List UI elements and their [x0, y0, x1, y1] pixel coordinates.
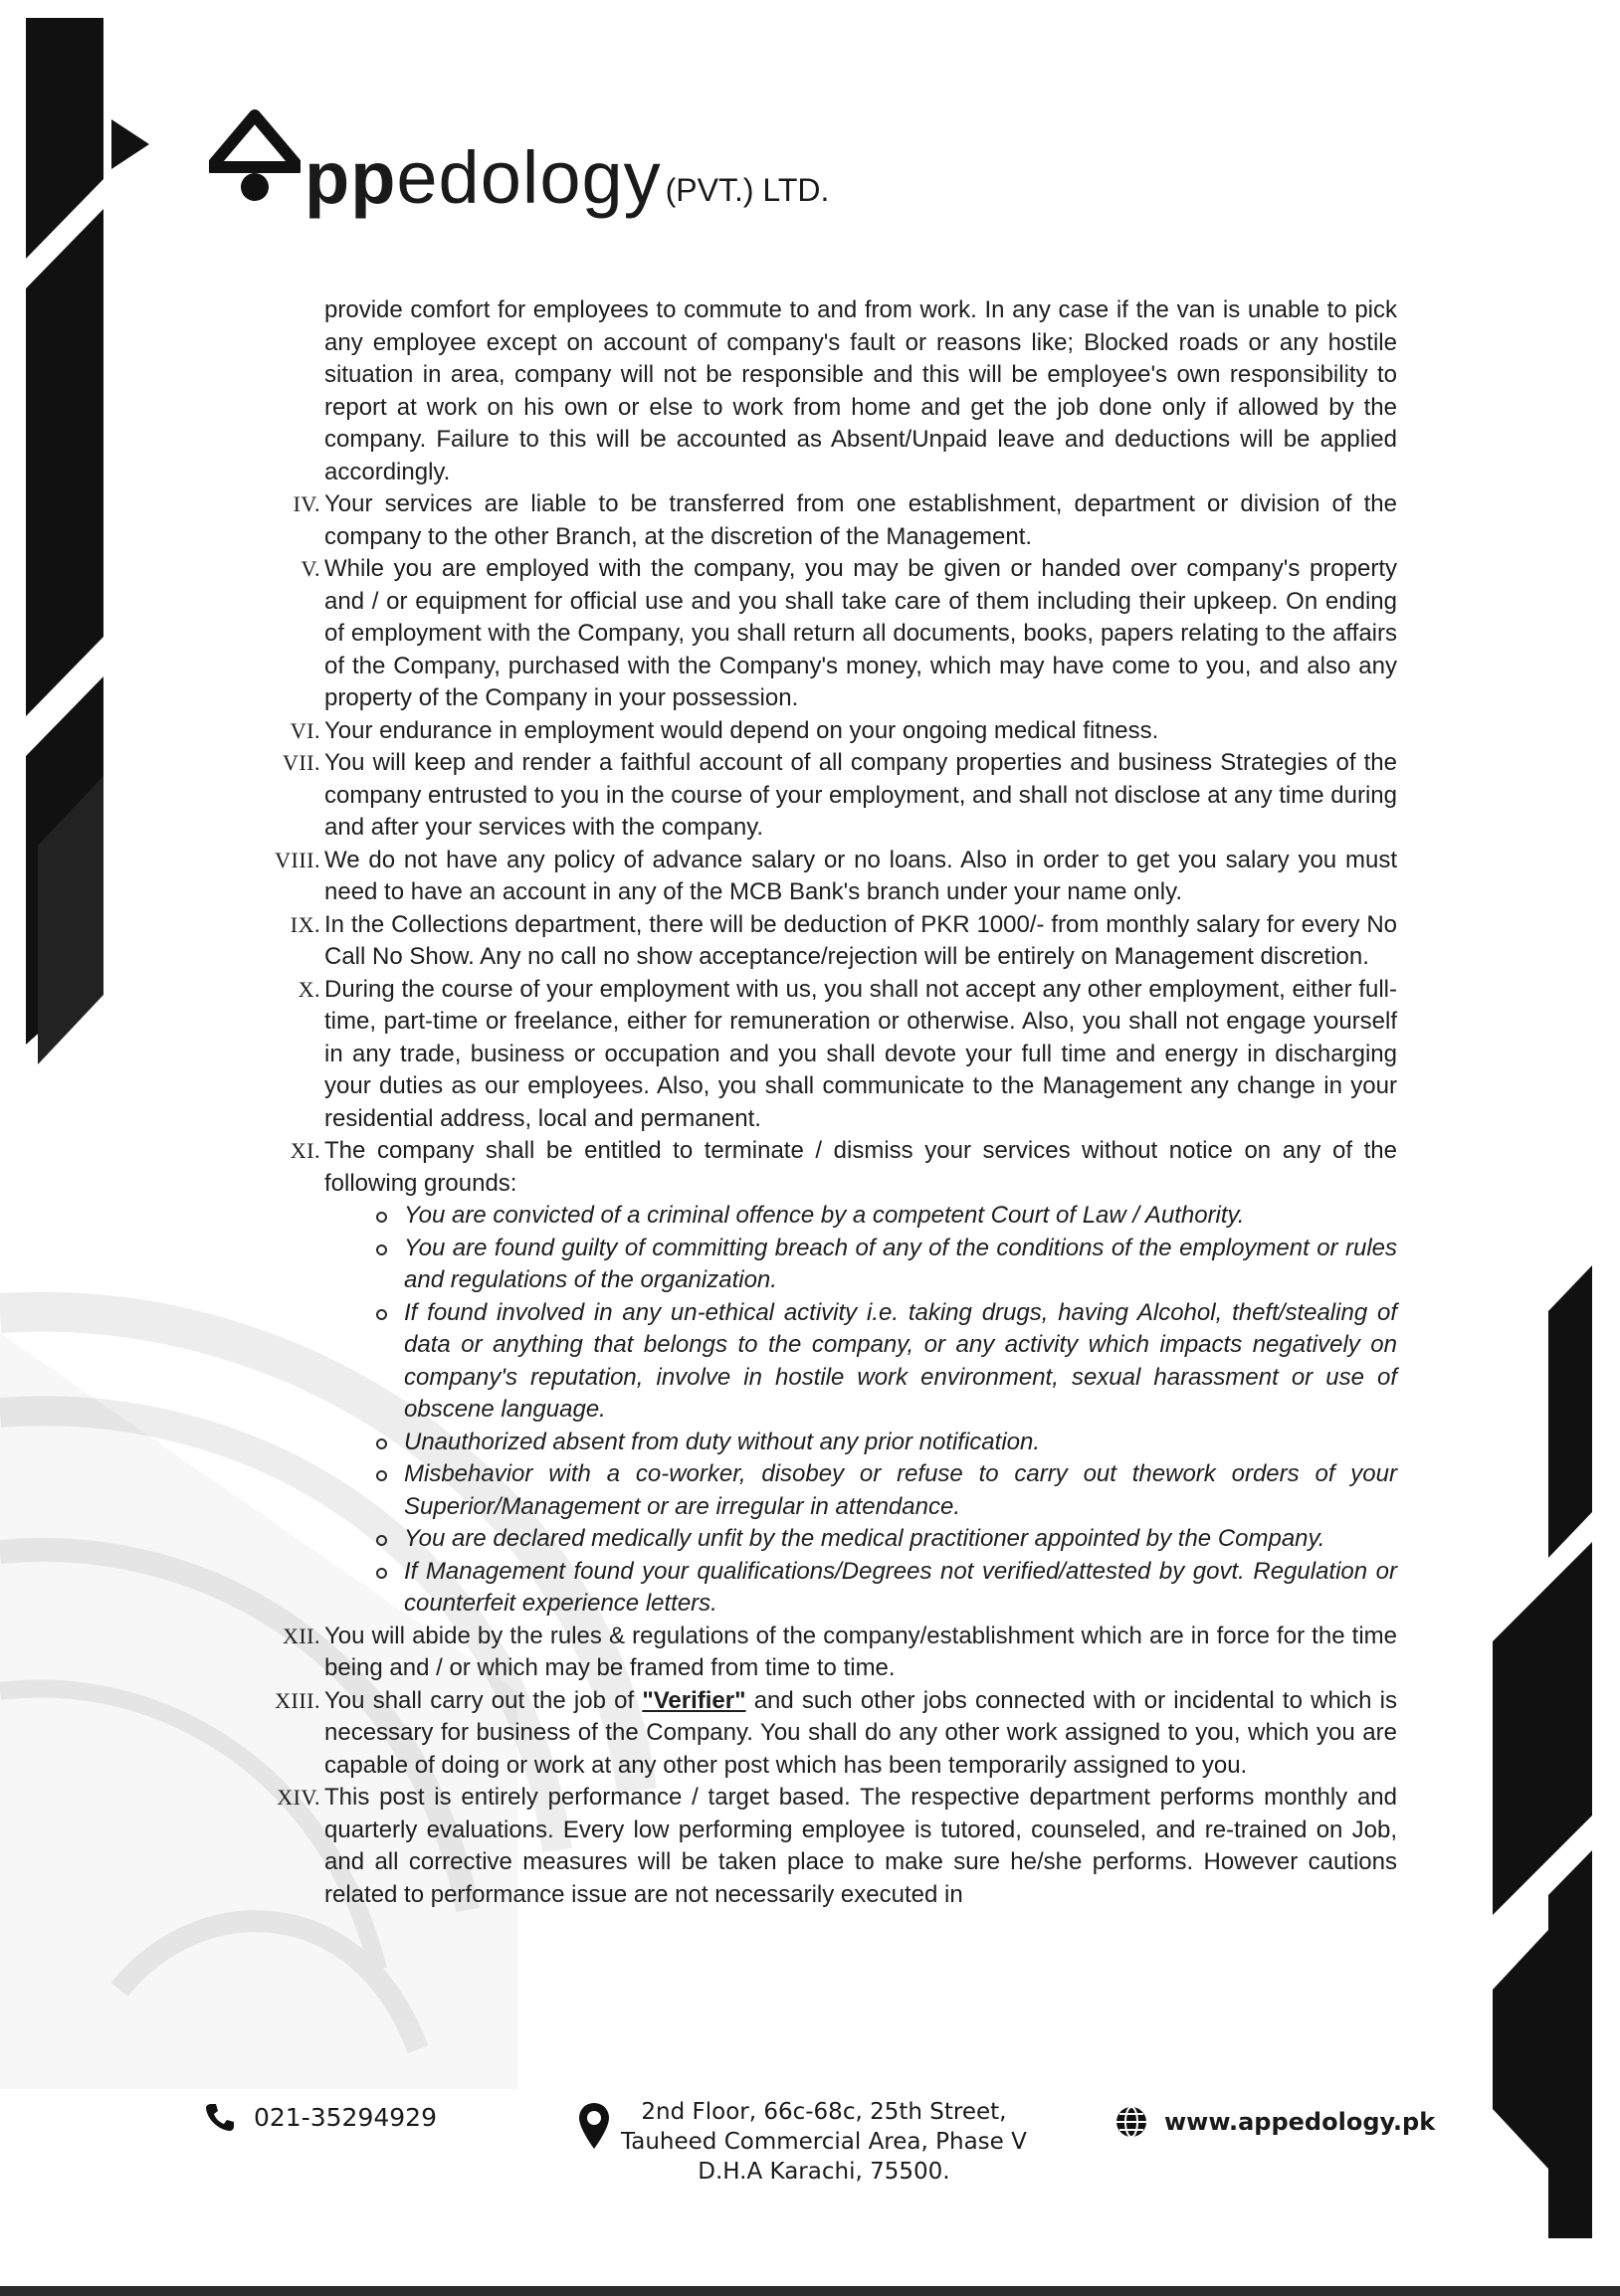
clause-text: During the course of your employment with us, you shall not accept any other employment, either full-time, part-time or freelance, either for remuneration or otherwise. Also, you shall not engage yourself in any trade, business or occupation and you shall devote your full time and energy in discharging your duties as our employees. Also, you shall communicate to the Management any change in your residential address, local and permanent. [324, 975, 1397, 1132]
clause-vi [275, 715, 1397, 748]
ground-text: If Management found your qualifications/Degrees not verified/attested by govt. Regulation or counterfeit experience letters. [404, 1557, 1397, 1617]
clause-vii [275, 747, 1397, 845]
clause-xii [275, 1621, 1397, 1685]
clause-text: Your services are liable to be transferred from one establishment, department or division of the company to the other Branch, at the discretion of the Management. [324, 490, 1397, 550]
clause-text-before: You shall carry out the job of [324, 1686, 643, 1714]
clause-number: XIV. [277, 1785, 320, 1810]
logo-main: pp [304, 136, 397, 219]
list-item [404, 1556, 1397, 1621]
clause-number: IV. [293, 491, 320, 516]
address-line-2: Tauheed Commercial Area, Phase V [621, 2129, 1027, 2155]
clause-number: IX. [290, 911, 320, 937]
clause-number: XII. [282, 1623, 320, 1648]
ground-text: You are convicted of a criminal offence by a competent Court of Law / Authority. [404, 1202, 1245, 1229]
ground-text: You are declared medically unfit by the medical practitioner appointed by the Company. [404, 1525, 1325, 1552]
clause-number: XIII. [275, 1687, 320, 1713]
bullet-icon [376, 1568, 387, 1579]
footer-website [1114, 2105, 1435, 2139]
list-item [404, 1200, 1397, 1233]
clause-number: VIII. [275, 847, 320, 872]
address-text [621, 2097, 1027, 2187]
ground-text: Misbehavior with a co-worker, disobey or refuse to carry out thework orders of your Superior/Management or are irregular in attendance. [404, 1460, 1397, 1520]
logo-wordmark [304, 136, 662, 219]
clause-iv [275, 488, 1397, 553]
clause-text: In the Collections department, there will be deduction of PKR 1000/- from monthly salary for every No Call No Show. Any no call no show acceptance/rejection will be entirely on Management discretion. [324, 910, 1397, 970]
address-line-1: 2nd Floor, 66c-68c, 25th Street, [641, 2099, 1007, 2125]
address-line-3: D.H.A Karachi, 75500. [698, 2159, 950, 2185]
termination-grounds-list [275, 1200, 1397, 1621]
bullet-icon [376, 1535, 387, 1546]
logo-mark-icon [209, 107, 301, 207]
ground-text: You are found guilty of committing breach of any of the conditions of the employment or rules and regulations of the organization. [404, 1234, 1397, 1293]
list-item [404, 1427, 1397, 1459]
clause-text: While you are employed with the company, you may be given or handed over company's property and / or equipment for official use and you shall take care of them including their upkeep. On ending of employment with the Company, you shall return all documents, books, papers relating to the affairs of the Company, purchased with the Company's money, which may have come to you, and also any property of the Company in your possession. [324, 555, 1397, 711]
clause-text-after: and such other jobs connected with or incidental to which is necessary for business of the Company. You shall do any other work assigned to you, which you are capable of doing or work at any other post which has been temporarily assigned to you. [324, 1686, 1398, 1779]
bullet-icon [376, 1438, 387, 1449]
clause-text: Your endurance in employment would depend on your ongoing medical fitness. [324, 716, 1159, 744]
clause-number: VII. [282, 750, 320, 775]
bullet-icon [376, 1244, 387, 1255]
clause-xi [275, 1135, 1397, 1200]
location-pin-icon [577, 2101, 611, 2151]
list-item [404, 1297, 1397, 1427]
clause-xiii [275, 1685, 1397, 1783]
ground-text: If found involved in any un-ethical activity i.e. taking drugs, having Alcohol, theft/stealing of data or anything that belongs to the company, or any activity which impacts negatively on company's reputation, involve in hostile work environment, sexual harassment or use of obscene language. [404, 1298, 1397, 1423]
clause-text: This post is entirely performance / target based. The respective department performs monthly and quarterly evaluations. Every low performing employee is tutored, counseled, and re-trained on Job, and all corrective measures will be taken place to make sure he/she performs. However cautions related to performance issue are not necessarily executed in [324, 1784, 1397, 1908]
job-title: "Verifier" [642, 1686, 746, 1714]
clause-text: You will keep and render a faithful account of all company properties and business Strategies of the company entrusted to you in the course of your employment, and shall not disclose at any time during and after your services with the company. [324, 749, 1397, 841]
clause-viii [275, 845, 1397, 909]
clause-number: X. [298, 976, 320, 1002]
footer-phone [204, 2101, 437, 2133]
intro-paragraph: provide comfort for employees to commute to and from work. In any case if the van is unable to pick any employee except on account of company's fault or reasons like; Blocked roads or any hostile situation in area, company will not be responsible and this will be employee's own responsibility to report at work on his own or else to work from home and get the job done only if allowed by the company. Failure to this will be accounted as Absent/Unpaid leave and deductions will be applied accordingly. [324, 296, 1397, 485]
globe-icon [1114, 2105, 1148, 2139]
clause-number: VI. [290, 717, 320, 743]
phone-icon [204, 2101, 236, 2133]
clause-v [275, 553, 1397, 715]
logo-suffix: (PVT.) LTD. [665, 172, 830, 208]
clause-text: We do not have any policy of advance salary or no loans. Also in order to get you salary you must need to have an account in any of the MCB Bank's branch under your name only. [324, 846, 1397, 905]
list-item [404, 1523, 1397, 1556]
ground-text: Unauthorized absent from duty without any prior notification. [404, 1428, 1041, 1455]
footer-address [577, 2097, 1027, 2187]
logo-rest: edology [396, 136, 662, 219]
phone-number: 021-35294929 [254, 2102, 437, 2132]
list-item [404, 1233, 1397, 1297]
bullet-icon [376, 1212, 387, 1223]
website-url[interactable]: www.appedology.pk [1164, 2108, 1436, 2136]
bullet-icon [376, 1470, 387, 1481]
clause-number: XI. [290, 1138, 320, 1163]
list-item [404, 1458, 1397, 1523]
clause-x [275, 974, 1397, 1136]
clause-ix [275, 909, 1397, 974]
company-logo [209, 88, 830, 219]
clause-text: You will abide by the rules & regulations of the company/establishment which are in force for the time being and / or which may be framed from time to time. [324, 1622, 1397, 1681]
letter-body [275, 294, 1397, 1911]
clause-xiv [275, 1782, 1397, 1911]
bullet-icon [376, 1309, 387, 1320]
clause-text: The company shall be entitled to terminate / dismiss your services without notice on any of the following grounds: [324, 1137, 1397, 1197]
clause-number: V. [301, 556, 320, 581]
